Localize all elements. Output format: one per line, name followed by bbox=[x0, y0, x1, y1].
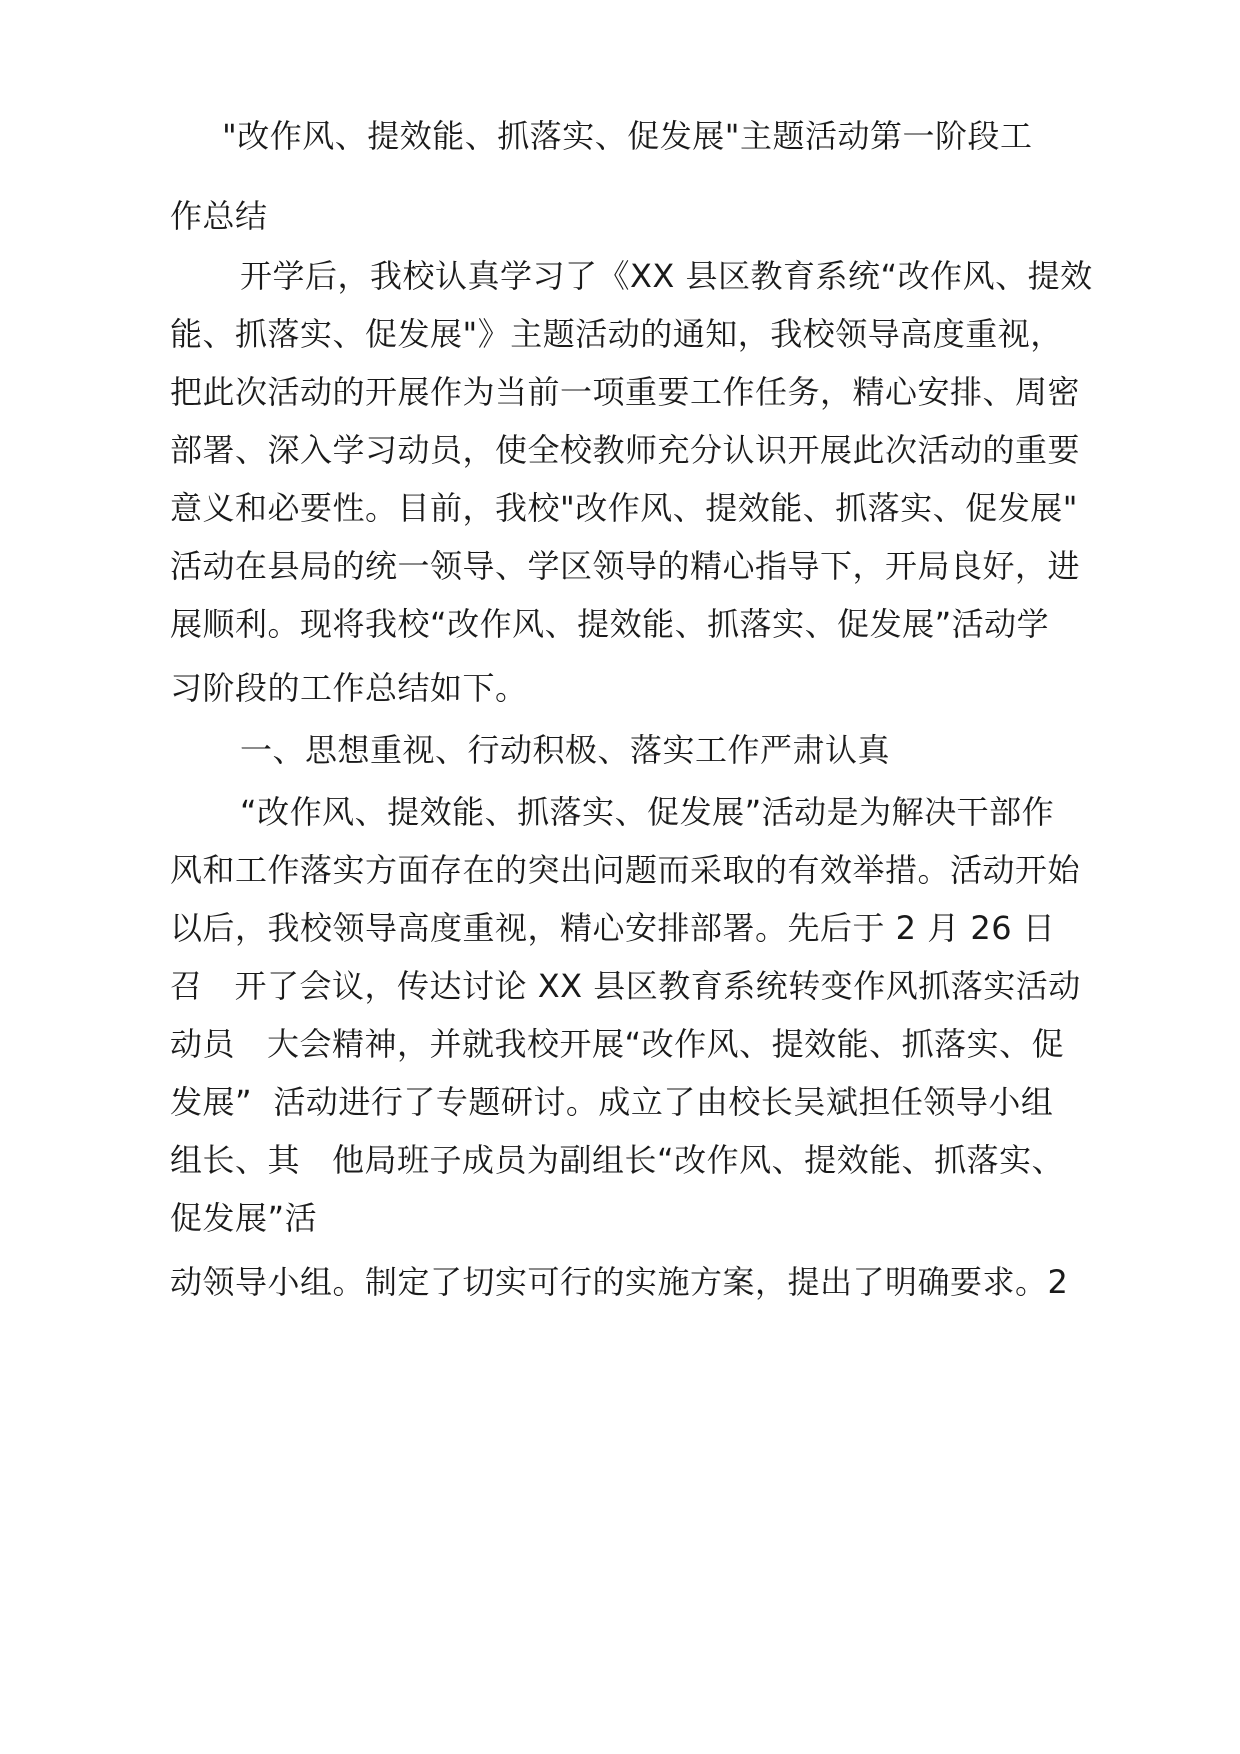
paragraph-1-line-2: 能、抓落实、促发展"》主题活动的通知，我校领导高度重视， bbox=[170, 315, 1063, 353]
paragraph-2-line-6: 发展” 活动进行了专题研讨。成立了由校长吴斌担任领导小组 bbox=[170, 1083, 1054, 1121]
paragraph-1-line-4: 部署、深入学习动员，使全校教师充分认识开展此次活动的重要 bbox=[170, 431, 1081, 469]
paragraph-1-line-8: 习阶段的工作总结如下。 bbox=[170, 669, 528, 707]
paragraph-2-line-5: 动员 大会精神，并就我校开展“改作风、提效能、抓落实、促 bbox=[170, 1025, 1065, 1063]
document-title-line-2: 作总结 bbox=[170, 197, 268, 235]
paragraph-2-line-8: 促发展”活 bbox=[170, 1199, 318, 1237]
paragraph-2-line-3: 以后，我校领导高度重视，精心安排部署。先后于 2 月 26 日 bbox=[170, 909, 1056, 947]
paragraph-2-line-2: 风和工作落实方面存在的突出问题而采取的有效举措。活动开始 bbox=[170, 851, 1081, 889]
paragraph-2-line-1: “改作风、提效能、抓落实、促发展”活动是为解决干部作 bbox=[240, 793, 1055, 831]
paragraph-2-line-4: 召 开了会议，传达讨论 XX 县区教育系统转变作风抓落实活动 bbox=[170, 967, 1081, 1005]
paragraph-1-line-3: 把此次活动的开展作为当前一项重要工作任务，精心安排、周密 bbox=[170, 373, 1081, 411]
paragraph-1-line-5: 意义和必要性。目前，我校"改作风、提效能、抓落实、促发展" bbox=[170, 489, 1078, 527]
paragraph-2-line-7: 组长、其 他局班子成员为副组长“改作风、提效能、抓落实、 bbox=[170, 1141, 1065, 1179]
paragraph-1-line-1: 开学后，我校认真学习了《XX 县区教育系统“改作风、提效 bbox=[240, 257, 1093, 295]
section-heading-1: 一、思想重视、行动积极、落实工作严肃认真 bbox=[240, 731, 891, 769]
document-title-line-1: "改作风、提效能、抓落实、促发展"主题活动第一阶段工 bbox=[222, 117, 1033, 155]
paragraph-1-line-6: 活动在县局的统一领导、学区领导的精心指导下，开局良好，进 bbox=[170, 547, 1081, 585]
paragraph-2-line-9: 动领导小组。制定了切实可行的实施方案，提出了明确要求。2 bbox=[170, 1263, 1069, 1301]
paragraph-1-line-7: 展顺利。现将我校“改作风、提效能、抓落实、促发展”活动学 bbox=[170, 605, 1050, 643]
